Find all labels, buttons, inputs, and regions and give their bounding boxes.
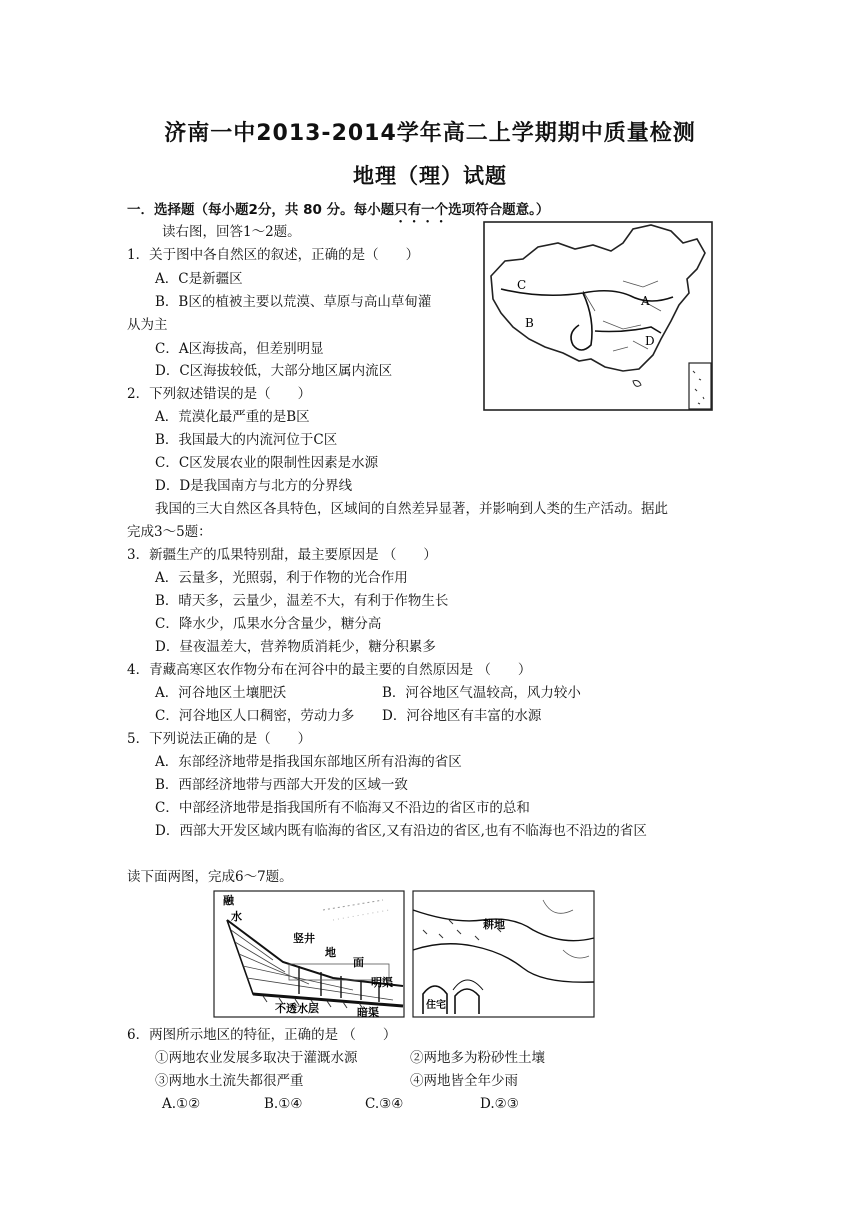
label-shaft: 竖井 [293,932,315,945]
label-impermeable: 不透水层 [275,1002,319,1015]
q5-option-b: B．西部经济地带与西部大开发的区域一致 [155,777,408,793]
section-suffix: 选项符合题意。） [448,202,550,218]
q2-option-d: D．D是我国南方与北方的分界线 [155,478,353,494]
document-title: 济南一中2013-2014学年高二上学期期中质量检测 [164,121,696,146]
passage: 我国的三大自然区各具特色，区域间的自然差异显著，并影响到人类的生产活动。据此 [155,501,668,517]
question-2: 2．下列叙述错误的是（ ） [127,386,312,402]
label-residence: 住宅 [426,1000,446,1011]
label-farmland: 耕地 [483,918,505,931]
label-melt: 融 [223,894,234,907]
q1-option-b-cont: 从为主 [127,317,168,333]
q2-option-a: A．荒漠化最严重的是B区 [155,409,310,425]
question-4: 4．青藏高寒区农作物分布在河谷中的最主要的自然原因是 （ ） [127,662,532,678]
question-3: 3．新疆生产的瓜果特别甜，最主要原因是 （ ） [127,547,437,563]
q4-option-c: C．河谷地区人口稠密，劳动力多 [155,708,355,724]
q6-statement-1: ①两地农业发展多取决于灌溉水源 [155,1050,358,1066]
q6-option-c: C.③④ [365,1096,404,1112]
reading-instruction: 读右图，回答1～2题。 [162,224,301,240]
irrigation-figures [213,890,595,1018]
label-ground-2: 面 [353,956,364,969]
q1-option-b: B．B区的植被主要以荒漠、草原与高山草甸灌 [155,294,432,310]
q1-option-c: C．A区海拔高，但差别明显 [155,341,324,357]
china-regions-map [483,221,713,411]
q5-option-d: D．西部大开发区域内既有临海的省区,又有沿边的省区,也有不临海也不沿边的省区 [155,823,647,839]
label-water: 水 [231,910,242,923]
q6-option-a: A.①② [162,1096,201,1112]
q3-option-a: A．云量多，光照弱，利于作物的光合作用 [155,570,408,586]
question-1: 1．关于图中各自然区的叙述，正确的是（ ） [127,247,420,263]
q6-option-d: D.②③ [480,1096,519,1112]
q3-option-c: C．降水少，瓜果水分含量少，糖分高 [155,616,382,632]
section-emphasis: 只有一个 [394,202,449,218]
label-open-canal: 明渠 [371,976,393,989]
label-covered-canal: 暗渠 [357,1006,379,1018]
q6-statement-3: ③两地水土流失都很严重 [155,1073,304,1089]
reading-instruction-2: 读下面两图，完成6～7题。 [127,869,293,885]
q6-statement-4: ④两地皆全年少雨 [410,1073,518,1089]
section-prefix: 一．选择题（每小题2分，共 80 分。每小题 [127,202,395,218]
q5-option-a: A．东部经济地带是指我国东部地区所有沿海的省区 [155,754,462,770]
q6-statement-2: ②两地多为粉砂性土壤 [410,1050,545,1066]
q1-option-d: D．C区海拔较低，大部分地区属内流区 [155,363,393,379]
question-6: 6．两图所示地区的特征，正确的是 （ ） [127,1027,397,1043]
q5-option-c: C．中部经济地带是指我国所有不临海又不沿边的省区市的总和 [155,800,530,816]
map-label-c: C [517,278,527,292]
q6-option-b: B.①④ [264,1096,303,1112]
passage-cont: 完成3～5题： [127,524,212,540]
loess-plateau-scene [413,891,594,1017]
q3-option-d: D．昼夜温差大，营养物质消耗少，糖分积累多 [155,639,436,655]
q2-option-b: B．我国最大的内流河位于C区 [155,432,338,448]
q3-option-b: B．晴天多，云量少，温差不大，有利于作物生长 [155,593,449,609]
map-label-d: D [645,334,655,348]
q2-option-c: C．C区发展农业的限制性因素是水源 [155,455,379,471]
q4-option-d: D．河谷地区有丰富的水源 [382,708,542,724]
q4-option-a: A．河谷地区土壤肥沃 [155,685,287,701]
q4-option-b: B．河谷地区气温较高，风力较小 [382,685,581,701]
label-ground-1: 地 [325,946,336,959]
karez-diagram [214,891,404,1018]
q1-option-a: A．C是新疆区 [155,271,243,287]
map-label-b: B [525,316,534,330]
question-5: 5．下列说法正确的是（ ） [127,731,312,747]
map-label-a: A [641,294,650,308]
document-subtitle: 地理（理）试题 [353,164,507,188]
